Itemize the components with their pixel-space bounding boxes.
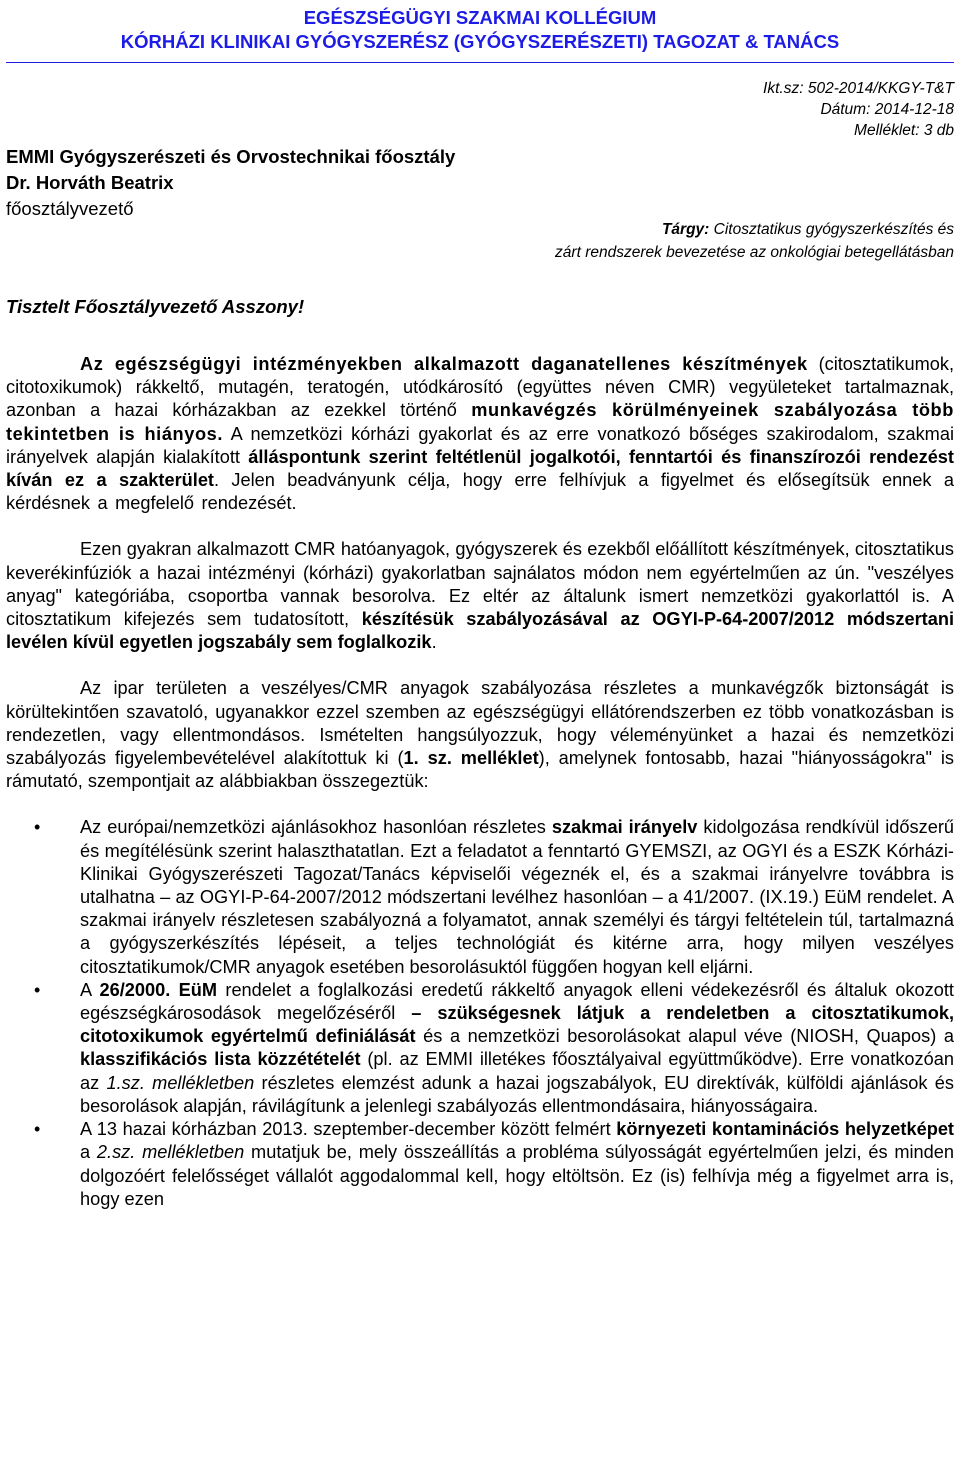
letterhead xyxy=(0,6,960,54)
b2-emphasis-3: klasszifikációs lista közzétételét xyxy=(80,1049,361,1070)
p2-text-2: . xyxy=(431,632,437,653)
bullet-item-1 xyxy=(6,816,954,978)
addressee-block xyxy=(6,144,455,222)
b1-emphasis: szakmai irányelv xyxy=(551,817,698,838)
p1-text-3: . Jelen beadványunk célja, hogy erre felhívjuk a figyelmet és elősegítsük ennek a kérdésnek a megfelelő rendezését. xyxy=(6,470,955,514)
letterhead-divider xyxy=(6,62,954,63)
addressee-role: főosztályvezető xyxy=(6,198,134,219)
p2-text-1: Ezen gyakran alkalmazott CMR hatóanyagok, gyógyszerek és ezekből előállított készítmények, citosztatikus keverékinfúziók a hazai intézményi (kórházi) gyakorlatban sajnálatos módon nem egyértelműen az ún. "veszélyes anyag" kategóriába, csoportba vannak besorolva. Ez eltér az általunk ismert nemzetközi gyakorlattól is. A citosztatikum kifejezés sem tudatosított, xyxy=(6,539,954,630)
b2-text-2: rendelet a foglalkozási eredetű rákkeltő anyagok elleni védekezésről és általuk okozott egészségkárosodások megelőzéséről xyxy=(80,979,954,1024)
p1-text-1: (citosztatikumok, citotoxikumok) rákkeltő, mutagén, teratogén, utódkárosító (együttes néven CMR) vegyületeket tartalmaznak, azonban a hazai kórházakban az ezekkel történő xyxy=(6,354,954,421)
letterhead-line-2: KÓRHÁZI KLINIKAI GYÓGYSZERÉSZ (GYÓGYSZERÉSZETI) TAGOZAT & TANÁCS xyxy=(120,31,840,52)
p1-text-2: A nemzetközi kórházi gyakorlat és az erre vonatkozó bőséges szakirodalom, szakmai irányelvek alapján kialakított xyxy=(6,423,954,467)
p2-emphasis: készítésük szabályozásával az OGYI-P-64-2007/2012 módszertani levélen kívül egyetlen jogszabály sem foglalkozik xyxy=(6,609,954,653)
b1-text-2: kidolgozása rendkívül időszerű és megítélésünk szerint halaszthatatlan. Ezt a feladatot a fenntartó GYEMSZI, az OGYI és a ESZK Kórházi-Klinikai Gyógyszerészeti Tagozat/Tanács képviselői végeznék el, és a szakmai irányelvre továbbra is utalhatna – az OGYI-P-64-2007/2012 módszertani levélhez hasonlóan – a 41/2007. (IX.19.) EüM rendelet. A szakmai irányelv részletesen szabályozná a folyamatot, annak személyi és tárgyi feltételein túl, tartalmazná a gyógyszerkészítés lépéseit, a teljes technológiát és kitérne arra, hogy milyen veszélyes citosztatikumok/CMR anyagok esetében besorolásuktól függően hogyan kell eljárni. xyxy=(80,817,954,977)
document-date: Dátum: 2014-12-18 xyxy=(820,101,954,118)
attachments-count: Melléklet: 3 db xyxy=(854,122,954,139)
paragraph-2 xyxy=(6,538,954,654)
p3-text-1: Az ipar területen a veszélyes/CMR anyagok szabályozása részletes a munkavégzők biztonságát is körültekintően szavatoló, ugyanakkor ezzel szemben az egészségügyi ellátórendszerben ez több vonatkozásban is rendezetlen, vagy ellentmondásos. Ismételten hangsúlyozzuk, hogy véleményünket a hazai és nemzetközi szabályozás figyelembevételével alakítottuk ki ( xyxy=(6,678,954,769)
b2-italic: 1.sz. mellékletben xyxy=(106,1072,255,1093)
greeting: Tisztelt Főosztályvezető Asszony! xyxy=(6,296,305,317)
p3-text-2: ), amelynek fontosabb, hazai "hiányosságokra" is rámutató, szempontjait az alábbiakban összegeztük: xyxy=(6,748,954,792)
b2-emphasis-2: – szükségesnek látjuk a rendeletben a citosztatikumok, citotoxikumok egyértelmű definiálását xyxy=(80,1003,954,1047)
p1-emphasis-2: álláspontunk szerint feltétlenül jogalkotói, fenntartói és finanszírozói rendezést kíván ez a szakterület xyxy=(6,446,954,491)
b3-emphasis: környezeti kontaminációs helyzetképet xyxy=(616,1119,954,1140)
subject-line-1: Citosztatikus gyógyszerkészítés és xyxy=(709,221,954,238)
b2-text-1: A xyxy=(80,979,100,1000)
bullet-list xyxy=(6,816,954,1210)
b2-emphasis-1: 26/2000. EüM xyxy=(99,979,218,1000)
b2-text-4: (pl. az EMMI illetékes főosztályaival együttműködve). Erre vonatkozóan az xyxy=(80,1049,954,1093)
b2-text-3: és a nemzetközi besorolásokat alapul véve (NIOSH, Quapos) a xyxy=(415,1026,954,1047)
bullet-item-2 xyxy=(6,979,954,1118)
b3-text-2: a xyxy=(80,1142,97,1163)
addressee-name: Dr. Horváth Beatrix xyxy=(6,172,174,193)
b3-italic: 2.sz. mellékletben xyxy=(96,1142,245,1163)
p1-emphasis-1: munkavégzés körülményeinek szabályozása több tekintetben is hiányos. xyxy=(6,400,954,444)
p3-emphasis: 1. sz. melléklet xyxy=(403,748,539,769)
b3-text-3: mutatjuk be, mely összeállítás a probléma súlyosságát egyértelműen jelzi, és minden dolgozóért felelősséget vállalót aggodalommal kell, hogy eltöltsön. Ez (is) felhívja még a figyelmet arra is, hogy ezen xyxy=(80,1142,954,1209)
paragraph-1 xyxy=(6,353,954,515)
reference-number: Ikt.sz: 502-2014/KKGY-T&T xyxy=(763,80,954,97)
paragraph-3 xyxy=(6,677,954,793)
letter-body xyxy=(6,353,954,1211)
document-meta xyxy=(763,78,954,141)
b1-text-1: Az európai/nemzetközi ajánlásokhoz hasonlóan részletes xyxy=(80,817,552,838)
bullet-item-3 xyxy=(6,1118,954,1211)
letterhead-line-1: EGÉSZSÉGÜGYI SZAKMAI KOLLÉGIUM xyxy=(303,7,657,28)
subject-line-2: zárt rendszerek bevezetése az onkológiai betegellátásban xyxy=(555,244,954,261)
b2-text-5: részletes elemzést adunk a hazai jogszabályok, EU direktívák, külföldi ajánlások és besorolások alapján, rávilágítunk a jelenlegi szabályozás ellentmondásaira, hiányosságaira. xyxy=(80,1072,954,1116)
b3-text-1: A 13 hazai kórházban 2013. szeptember-december között felmért xyxy=(80,1119,617,1140)
subject-block xyxy=(555,218,954,264)
addressee-org: EMMI Gyógyszerészeti és Orvostechnikai főosztály xyxy=(6,146,456,167)
subject-label: Tárgy: xyxy=(661,221,710,238)
p1-lead: Az egészségügyi intézményekben alkalmazott daganatellenes készítmények xyxy=(80,354,808,374)
